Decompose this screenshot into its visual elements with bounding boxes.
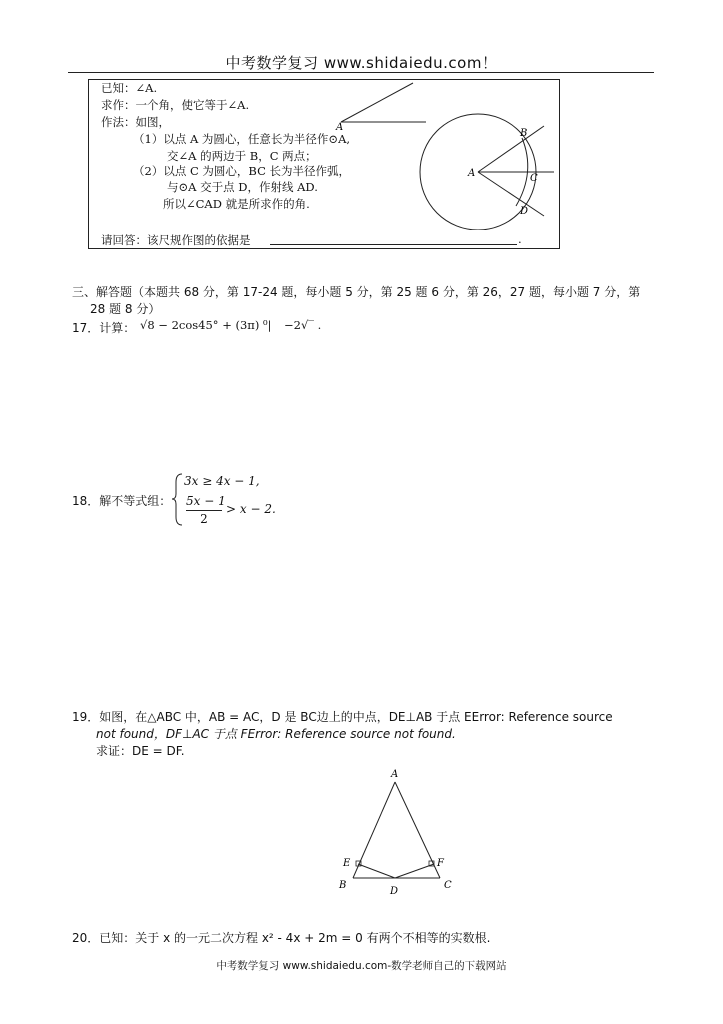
box-task: 求作：一个角，使它等于∠A. — [101, 98, 250, 112]
q19-line3: 求证：DE = DF. — [96, 744, 185, 758]
box-step2b: 与⊙A 交于点 D，作射线 AD. — [167, 180, 318, 194]
box-step3: 所以∠CAD 就是所求作的角. — [163, 197, 310, 211]
box-given: 已知：∠A. — [101, 81, 158, 95]
q18-ineq1: 3x ≥ 4x − 1, — [184, 474, 260, 488]
page-footer: 中考数学复习 www.shidaiedu.com-数学老师自己的下载网站 — [216, 960, 507, 972]
label-d: D — [520, 206, 529, 217]
q17-label: 17．计算： — [72, 321, 136, 335]
q19-line1: 19．如图，在△ABC 中，AB = AC，D 是 BC边上的中点，DE⊥AB 于点 EError: Reference source — [72, 710, 613, 724]
triangle-figure — [325, 762, 465, 902]
ray-ab — [478, 126, 544, 172]
side-ac — [395, 782, 440, 878]
box-step1a: （1）以点 A 为圆心，任意长为半径作⊙A, — [133, 132, 351, 146]
segment-df — [395, 864, 434, 878]
segment-de — [358, 864, 395, 878]
label-a-given: A — [336, 122, 344, 133]
side-ab — [353, 782, 395, 878]
label-d: D — [390, 886, 399, 897]
section3-line2: 28 题 8 分） — [90, 302, 161, 316]
label-a: A — [391, 769, 399, 780]
section3-line1: 三、解答题（本题共 68 分，第 17-24 题，每小题 5 分，第 25 题 6 分，第 26，27 题，每小题 7 分，第 — [72, 285, 641, 299]
box-question: 请回答：该尺规作图的依据是 — [101, 233, 251, 247]
box-step2a: （2）以点 C 为圆心，BC 长为半径作弧， — [133, 164, 351, 178]
label-c: C — [444, 880, 452, 891]
label-f: F — [437, 858, 444, 869]
q18-brace — [172, 472, 184, 527]
q18-ineq2-denominator: 2 — [200, 512, 208, 526]
label-b: B — [339, 880, 347, 891]
box-step1b: 交∠A 的两边于 B，C 两点； — [167, 149, 317, 163]
q20-line: 20．已知：关于 x 的一元二次方程 x² - 4x + 2m = 0 有两个不相等的实数根. — [72, 931, 491, 945]
answer-blank[interactable] — [270, 244, 517, 245]
q17-expression: √8 − 2cos45° + (3π) ⁰| — [140, 318, 272, 332]
header-rule — [68, 72, 654, 73]
q18-ineq2-rest: > x − 2. — [226, 502, 276, 516]
angle-ray-upper — [341, 83, 413, 122]
label-c: C — [530, 173, 538, 184]
q18-label: 18．解不等式组： — [72, 494, 172, 508]
box-method: 作法：如图， — [101, 115, 170, 129]
page-header: 中考数学复习 www.shidaiedu.com！ — [225, 54, 498, 72]
q19-line2: not found，DF⊥AC 于点 FError: Reference source not found. — [96, 727, 456, 741]
label-a-circle: A — [468, 168, 476, 179]
label-b: B — [520, 128, 528, 139]
q18-ineq2-numerator: 5x − 1 — [186, 494, 226, 508]
construction-figure — [330, 80, 560, 230]
label-e: E — [343, 858, 351, 869]
box-question-end: . — [518, 232, 522, 246]
q18-fraction-bar — [186, 510, 222, 511]
q17-expression-tail: −2√‾ . — [284, 318, 322, 332]
